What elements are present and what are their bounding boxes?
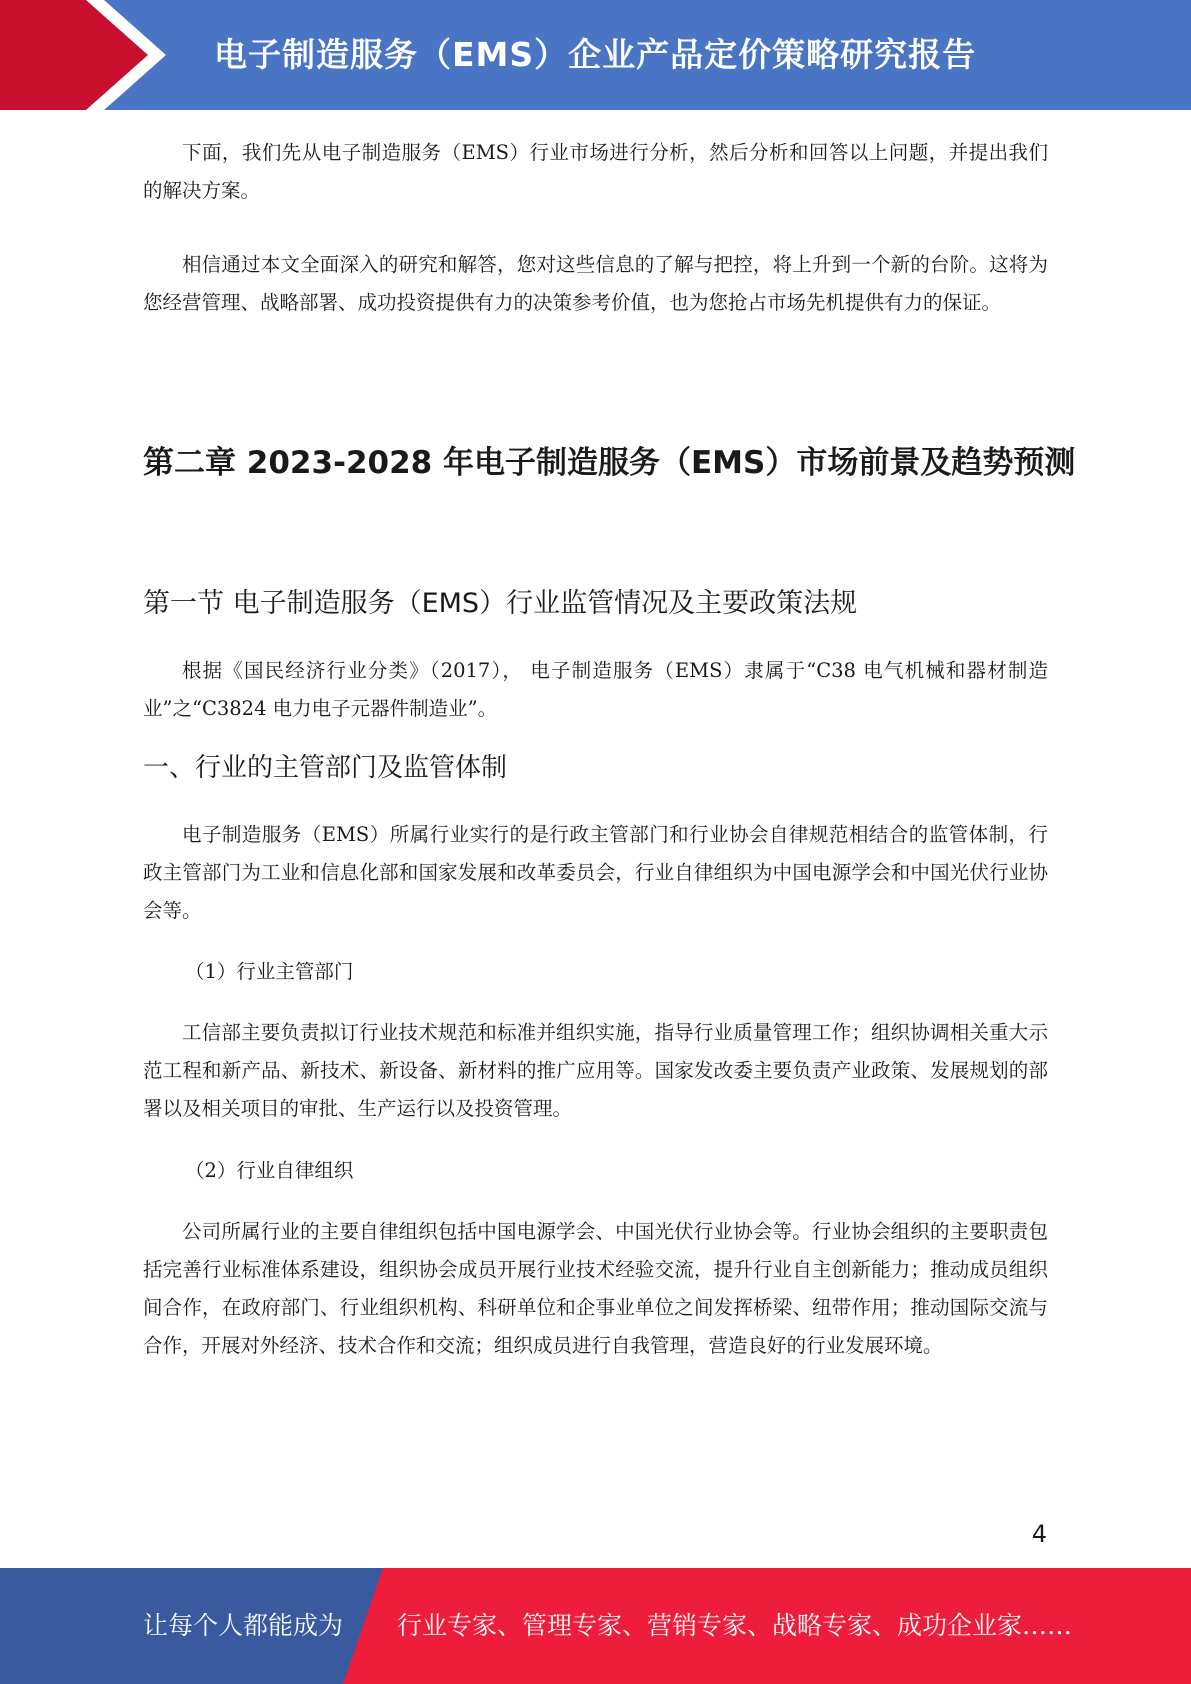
page-number: 4 xyxy=(1031,1520,1047,1548)
classification-paragraph: 根据《国民经济行业分类》（2017）， 电子制造服务（EMS）隶属于“C38 电气机械和器材制造业”之“C3824 电力电子元器件制造业”。 xyxy=(143,659,1048,720)
section-heading: 第一节 电子制造服务（EMS）行业监管情况及主要政策法规 xyxy=(143,588,858,619)
miit-paragraph: 工信部主要负责拟订行业技术规范和标准并组织实施，指导行业质量管理工作；组织协调相关重大示范工程和新产品、新技术、新设备、新材料的推广应用等。国家发改委主要负责产业政策、发展规划的部署以及相关项目的审批、生产运行以及投资管理。 xyxy=(143,1021,1048,1120)
chapter-heading: 第二章 2023-2028 年电子制造服务（EMS）市场前景及趋势预测 xyxy=(143,445,1076,481)
item-heading-self-regulatory: （2）行业自律组织 xyxy=(185,1159,354,1182)
association-paragraph: 公司所属行业的主要自律组织包括中国电源学会、中国光伏行业协会等。行业协会组织的主要职责包括完善行业标准体系建设，组织协会成员开展行业技术经验交流，提升行业自主创新能力；推动成员组织间合作，在政府部门、行业组织机构、科研单位和企事业单位之间发挥桥梁、纽带作用；推动国际交流与合作，开展对外经济、技术合作和交流；组织成员进行自我管理，营造良好的行业发展环境。 xyxy=(143,1220,1048,1357)
item-heading-authority: （1）行业主管部门 xyxy=(185,960,354,983)
page-footer xyxy=(0,1568,1191,1684)
page-header xyxy=(0,0,1191,110)
value-paragraph: 相信通过本文全面深入的研究和解答，您对这些信息的了解与把控，将上升到一个新的台阶。这将为您经营管理、战略部署、成功投资提供有力的决策参考价值，也为您抢占市场先机提供有力的保证。 xyxy=(143,253,1048,314)
footer-slogan-right: 行业专家、管理专家、营销专家、战略专家、成功企业家…… xyxy=(397,1611,1073,1640)
subsection-heading: 一、行业的主管部门及监管体制 xyxy=(143,753,508,783)
header-title: 电子制造服务（EMS）企业产品定价策略研究报告 xyxy=(214,35,977,74)
regulatory-paragraph: 电子制造服务（EMS）所属行业实行的是行政主管部门和行业协会自律规范相结合的监管体制，行政主管部门为工业和信息化部和国家发展和改革委员会，行业自律组织为中国电源学会和中国光伏行业协会等。 xyxy=(143,823,1048,922)
intro-paragraph: 下面，我们先从电子制造服务（EMS）行业市场进行分析，然后分析和回答以上问题，并提出我们的解决方案。 xyxy=(143,141,1048,202)
footer-slogan-left: 让每个人都能成为 xyxy=(143,1611,344,1640)
